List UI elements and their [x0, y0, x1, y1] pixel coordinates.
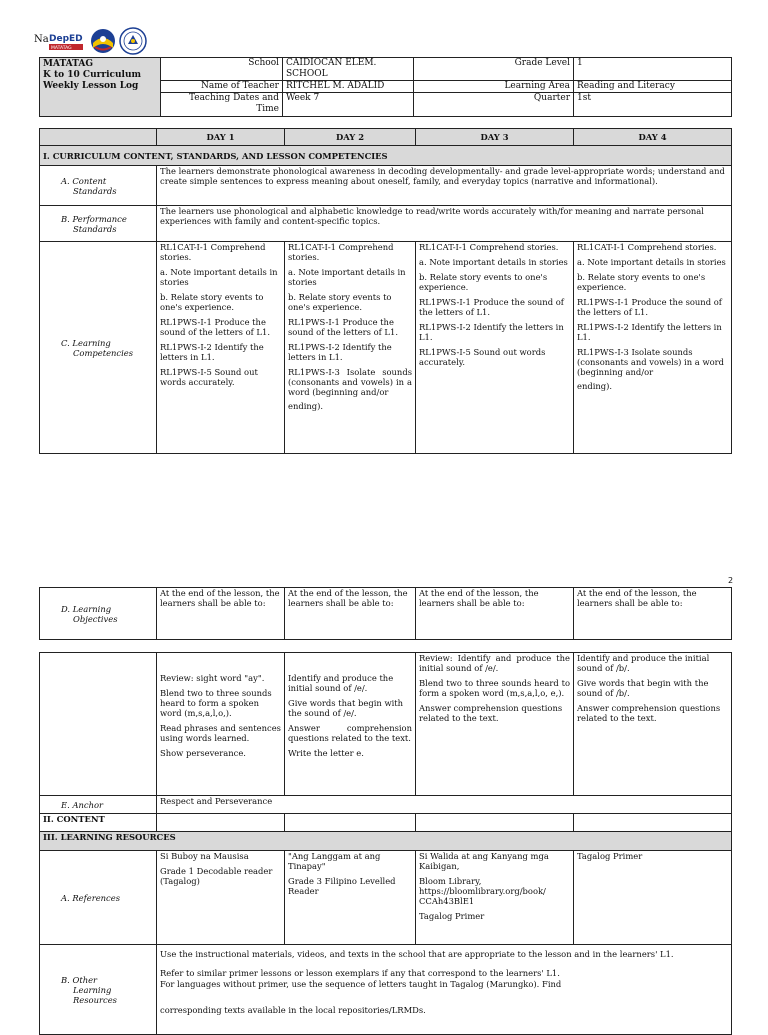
- deped-text: DepED: [49, 34, 83, 44]
- anchor-text: Respect and Perseverance: [157, 796, 732, 814]
- content-day3: [416, 814, 574, 832]
- learning-competencies-label: C. Learning Competencies: [40, 242, 157, 454]
- objectives-day4: At the end of the lesson, the learners shall be able to:: [574, 588, 732, 640]
- bagong-pilipinas-logo: [90, 28, 116, 54]
- dates-label: Teaching Dates and Time: [161, 93, 283, 117]
- deped-seal-logo: [119, 27, 147, 55]
- school-value: CAIDIOCAN ELEM. SCHOOL: [283, 58, 414, 81]
- learning-resources-heading: III. LEARNING RESOURCES: [40, 832, 732, 851]
- content-day4: [574, 814, 732, 832]
- quarter-label: Quarter: [414, 93, 574, 117]
- school-label: School: [161, 58, 283, 81]
- day-header: DAY 2: [285, 129, 416, 146]
- objectives-cont-label: [40, 653, 157, 796]
- objectives-day3: At the end of the lesson, the learners shall be able to:: [416, 588, 574, 640]
- teacher-value: RITCHEL M. ADALID: [283, 81, 414, 93]
- document-title: MATATAG K to 10 Curriculum Weekly Lesson Log: [40, 58, 161, 117]
- objectives-day1: At the end of the lesson, the learners shall be able to:: [157, 588, 285, 640]
- other-resources-label: B. Other Learning Resources: [40, 945, 157, 1035]
- objectives-cont-day4: Identify and produce the initial sound of /b/. Give words that begin with the sound of /b/. Answer comprehension questions related to the text.: [574, 653, 732, 796]
- quarter-value: 1st: [574, 93, 732, 117]
- references-day4: Tagalog Primer: [574, 851, 732, 945]
- references-day3: Si Walida at ang Kanyang mga Kaibigan, Bloom Library, https://bloomlibrary.org/book/ CCAh43BlE1 Tagalog Primer: [416, 851, 574, 945]
- day-header: DAY 3: [416, 129, 574, 146]
- logo-prefix: Na: [34, 34, 49, 45]
- lesson-table-part1: [39, 128, 732, 454]
- grade-label: Grade Level: [414, 58, 574, 81]
- lesson-table-part2: [39, 652, 732, 1035]
- competencies-day1: RL1CAT-I-1 Comprehend stories. a. Note important details in stories b. Relate story events to one's experience. RL1PWS-I-1 Produce the sound of the letters of L1. RL1PWS-I-2 Identify the letters in L1. RL1PWS-I-5 Sound out words accurately.: [157, 242, 285, 454]
- objectives-cont-day3: Review: Identify and produce the initial sound of /e/. Blend two to three sounds heard to form a spoken word (m,s,a,l,o, e,). Answer comprehension questions related to the text.: [416, 653, 574, 796]
- other-resources-text: Use the instructional materials, videos, and texts in the school that are appropriate to the lesson and in the learners' L1. Refer to similar primer lessons or lesson exemplars if any that correspond to the learners' L1. For languages without primer, use the sequence of letters taught in Tagalog (Marungko). Find corresponding texts available in the local repositories/LRMDs.: [157, 945, 732, 1035]
- objectives-cont-day1: Review: sight word "ay". Blend two to three sounds heard to form a spoken word (m,s,a,l,o,). Read phrases and sentences using words learned. Show perseverance.: [157, 653, 285, 796]
- day-header-blank: [40, 129, 157, 146]
- content-day1: [157, 814, 285, 832]
- references-label: A. References: [40, 851, 157, 945]
- references-day1: Si Buboy na Mausisa Grade 1 Decodable reader (Tagalog): [157, 851, 285, 945]
- day-header: DAY 4: [574, 129, 732, 146]
- objectives-day2: At the end of the lesson, the learners shall be able to:: [285, 588, 416, 640]
- anchor-label: E. Anchor: [40, 796, 157, 814]
- teacher-label: Name of Teacher: [161, 81, 283, 93]
- performance-standards-label: B. Performance Standards: [40, 206, 157, 242]
- performance-standards-text: The learners use phonological and alphabetic knowledge to read/write words accurately with/for meaning and narrate personal experiences with family and content-specific topics.: [157, 206, 732, 242]
- objectives-cont-day2: Identify and produce the initial sound of /e/. Give words that begin with the sound of /e/. Answer comprehension questions related to the text. Write the letter e.: [285, 653, 416, 796]
- dates-value: Week 7: [283, 93, 414, 117]
- deped-sub: MATATAG: [51, 46, 72, 51]
- references-day2: "Ang Langgam at ang Tinapay" Grade 3 Filipino Levelled Reader: [285, 851, 416, 945]
- section-heading: I. CURRICULUM CONTENT, STANDARDS, AND LESSON COMPETENCIES: [40, 146, 732, 166]
- content-standards-text: The learners demonstrate phonological awareness in decoding developmentally- and grade level-appropriate words; understand and create simple sentences to express meaning about oneself, family, and everyday topics (narrative and informational).: [157, 166, 732, 206]
- competencies-day3: RL1CAT-I-1 Comprehend stories. a. Note important details in stories b. Relate story events to one's experience. RL1PWS-I-1 Produce the sound of the letters of L1. RL1PWS-I-2 Identify the letters in L1. RL1PWS-I-5 Sound out words accurately.: [416, 242, 574, 454]
- competencies-day2: RL1CAT-I-1 Comprehend stories. a. Note important details in stories b. Relate story events to one's experience. RL1PWS-I-1 Produce the sound of the letters of L1. RL1PWS-I-2 Identify the letters in L1. RL1PWS-I-3 Isolate sounds (consonants and vowels) in a word (beginning and/or ending).: [285, 242, 416, 454]
- content-heading: II. CONTENT: [40, 814, 157, 832]
- page-number: 2: [728, 576, 734, 585]
- grade-value: 1: [574, 58, 732, 81]
- area-value: Reading and Literacy: [574, 81, 732, 93]
- objectives-table: [39, 587, 732, 640]
- day-header: DAY 1: [157, 129, 285, 146]
- deped-logo: [48, 29, 86, 53]
- learning-objectives-label: D. Learning Objectives: [40, 588, 157, 640]
- header-table: [39, 57, 732, 117]
- content-standards-label: A. Content Standards: [40, 166, 157, 206]
- area-label: Learning Area: [414, 81, 574, 93]
- content-day2: [285, 814, 416, 832]
- competencies-day4: RL1CAT-I-1 Comprehend stories. a. Note important details in stories b. Relate story events to one's experience. RL1PWS-I-1 Produce the sound of the letters of L1. RL1PWS-I-2 Identify the letters in L1. RL1PWS-I-3 Isolate sounds (consonants and vowels) in a word (beginning and/or ending).: [574, 242, 732, 454]
